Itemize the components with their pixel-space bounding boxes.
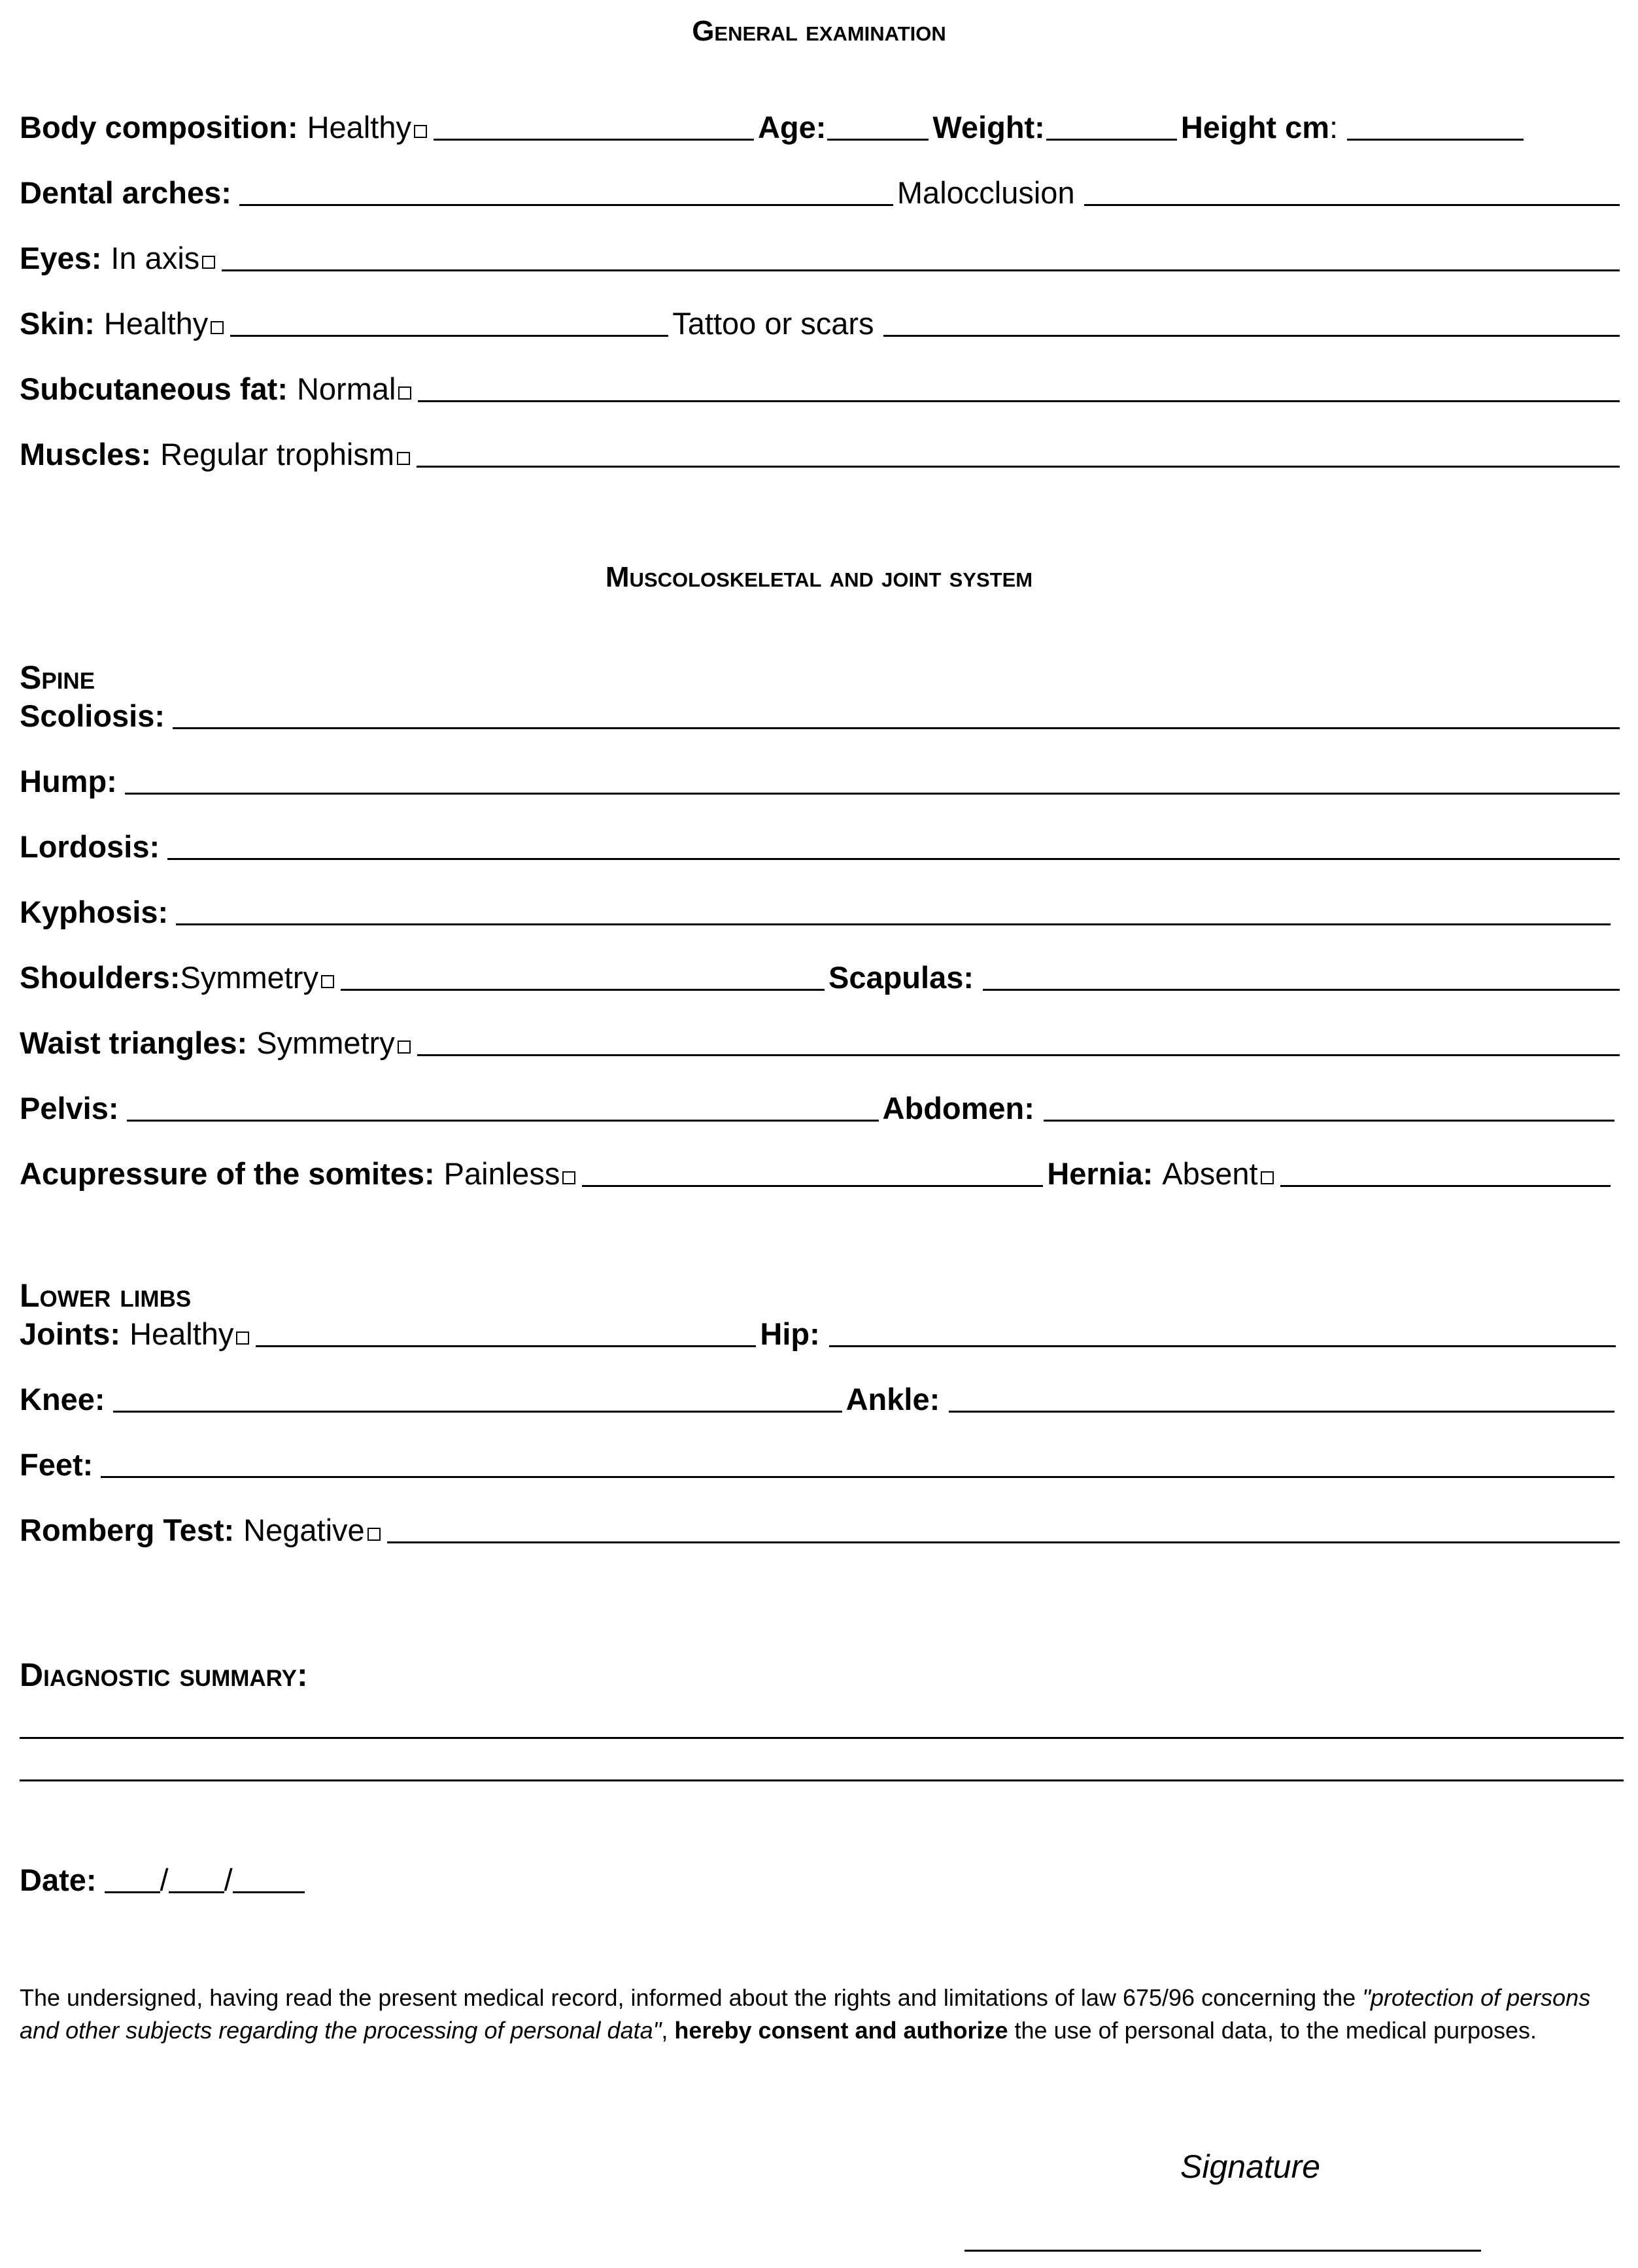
diagnostic-summary-line-2[interactable] xyxy=(20,1779,1624,1781)
dental-arches-label: Dental arches: xyxy=(20,175,231,210)
consent-paragraph xyxy=(20,1982,1612,2047)
hernia-field[interactable] xyxy=(1280,1185,1611,1187)
scoliosis-row xyxy=(20,690,1624,736)
hump-label: Hump: xyxy=(20,764,117,799)
hump-row xyxy=(20,755,1624,801)
date-row xyxy=(20,1854,309,1900)
joints-label: Joints: xyxy=(20,1316,121,1351)
date-separator-1: / xyxy=(160,1863,169,1897)
lordosis-row xyxy=(20,821,1624,867)
date-day-field[interactable] xyxy=(105,1891,160,1893)
hernia-option: Absent xyxy=(1162,1156,1258,1191)
hip-label: Hip: xyxy=(760,1316,820,1351)
waist-triangles-option: Symmetry xyxy=(256,1025,395,1060)
romberg-row xyxy=(20,1504,1624,1550)
romberg-label: Romberg Test: xyxy=(20,1513,235,1547)
diagnostic-summary-heading: Diagnostic summary: xyxy=(20,1657,308,1693)
feet-field[interactable] xyxy=(101,1476,1614,1478)
muscles-field[interactable] xyxy=(417,466,1620,468)
signature-label: Signature xyxy=(1180,2148,1321,2185)
skin-row xyxy=(20,298,1624,343)
abdomen-label: Abdomen: xyxy=(882,1091,1034,1125)
age-field[interactable] xyxy=(827,139,929,141)
muscles-row xyxy=(20,428,1624,474)
romberg-negative-checkbox[interactable] xyxy=(367,1528,381,1541)
joints-row xyxy=(20,1308,1624,1354)
skin-healthy-checkbox[interactable] xyxy=(211,321,224,334)
body-composition-field[interactable] xyxy=(434,139,754,141)
knee-row xyxy=(20,1373,1624,1419)
skin-field[interactable] xyxy=(230,335,668,337)
shoulders-row xyxy=(20,952,1624,997)
tattoo-label: Tattoo or scars xyxy=(672,306,874,341)
height-colon: : xyxy=(1329,110,1339,145)
kyphosis-row xyxy=(20,886,1624,932)
scapulas-field[interactable] xyxy=(983,989,1620,991)
subcutaneous-fat-label: Subcutaneous fat: xyxy=(20,371,288,406)
weight-field[interactable] xyxy=(1046,139,1177,141)
general-examination-title: General examination xyxy=(692,15,946,47)
subcutaneous-fat-option: Normal xyxy=(296,371,396,406)
eyes-field[interactable] xyxy=(222,269,1620,271)
subcutaneous-fat-normal-checkbox[interactable] xyxy=(398,387,411,400)
consent-text-3: the use of personal data, to the medical purposes. xyxy=(1008,2017,1537,2044)
signature-line[interactable] xyxy=(964,2250,1481,2252)
kyphosis-field[interactable] xyxy=(176,923,1611,925)
body-composition-row xyxy=(20,101,1624,147)
waist-triangles-label: Waist triangles: xyxy=(20,1025,248,1060)
ankle-label: Ankle: xyxy=(845,1382,940,1417)
romberg-field[interactable] xyxy=(387,1541,1620,1543)
body-composition-healthy-checkbox[interactable] xyxy=(414,125,427,138)
acupressure-label: Acupressure of the somites: xyxy=(20,1156,435,1191)
acupressure-field[interactable] xyxy=(582,1185,1043,1187)
date-label: Date: xyxy=(20,1863,97,1897)
eyes-in-axis-checkbox[interactable] xyxy=(202,256,215,269)
acupressure-option: Painless xyxy=(443,1156,560,1191)
muscles-option: Regular trophism xyxy=(160,437,395,472)
ankle-field[interactable] xyxy=(949,1411,1614,1413)
tattoo-field[interactable] xyxy=(883,335,1620,337)
lordosis-label: Lordosis: xyxy=(20,829,160,864)
waist-triangles-row xyxy=(20,1017,1624,1063)
hip-field[interactable] xyxy=(829,1345,1616,1347)
shoulders-field[interactable] xyxy=(341,989,825,991)
malocclusion-field[interactable] xyxy=(1084,204,1620,206)
weight-label: Weight: xyxy=(932,110,1045,145)
height-label: Height cm xyxy=(1180,110,1330,145)
malocclusion-label: Malocclusion xyxy=(896,175,1075,210)
hernia-label: Hernia: xyxy=(1047,1156,1153,1191)
lower-limbs-heading: Lower limbs xyxy=(20,1277,192,1314)
kyphosis-label: Kyphosis: xyxy=(20,895,169,929)
joints-field[interactable] xyxy=(256,1345,756,1347)
scoliosis-field[interactable] xyxy=(173,727,1620,729)
subcutaneous-fat-field[interactable] xyxy=(418,400,1620,402)
hernia-absent-checkbox[interactable] xyxy=(1261,1171,1274,1184)
subcutaneous-fat-row xyxy=(20,363,1624,409)
acupressure-row xyxy=(20,1148,1624,1194)
consent-text-2: , xyxy=(661,2017,675,2044)
hump-field[interactable] xyxy=(125,793,1620,795)
muscles-label: Muscles: xyxy=(20,437,152,472)
pelvis-label: Pelvis: xyxy=(20,1091,119,1125)
feet-label: Feet: xyxy=(20,1447,94,1482)
pelvis-row xyxy=(20,1082,1624,1128)
spine-heading: Spine xyxy=(20,659,95,696)
joints-option: Healthy xyxy=(129,1316,234,1351)
consent-text-1: The undersigned, having read the present medical record, informed about the rights and limitations of law 675/96 concerning the xyxy=(20,1984,1363,2011)
eyes-option: In axis xyxy=(111,241,200,275)
diagnostic-summary-line-1[interactable] xyxy=(20,1737,1624,1739)
knee-label: Knee: xyxy=(20,1382,105,1417)
skin-option: Healthy xyxy=(103,306,209,341)
body-composition-label: Body composition: xyxy=(20,110,298,145)
scapulas-label: Scapulas: xyxy=(828,960,974,995)
knee-field[interactable] xyxy=(113,1411,842,1413)
body-composition-option: Healthy xyxy=(307,110,411,145)
musculoskeletal-title: Muscoloskeletal and joint system xyxy=(605,561,1033,593)
lordosis-field[interactable] xyxy=(167,858,1620,860)
feet-row xyxy=(20,1439,1624,1485)
abdomen-field[interactable] xyxy=(1044,1120,1614,1122)
date-year-field[interactable] xyxy=(233,1891,305,1893)
muscles-regular-trophism-checkbox[interactable] xyxy=(397,452,410,465)
shoulders-symmetry-checkbox[interactable] xyxy=(321,975,334,988)
skin-label: Skin: xyxy=(20,306,95,341)
eyes-label: Eyes: xyxy=(20,241,102,275)
waist-triangles-field[interactable] xyxy=(417,1054,1620,1056)
shoulders-label: Shoulders: xyxy=(20,960,180,995)
age-label: Age: xyxy=(757,110,827,145)
shoulders-option: Symmetry xyxy=(180,960,318,995)
dental-arches-row xyxy=(20,167,1624,213)
consent-quote: "protection of persons and other subjects regarding the processing of personal data" xyxy=(20,1984,1591,2044)
eyes-row xyxy=(20,232,1624,278)
consent-bold: hereby consent and authorize xyxy=(674,2017,1008,2044)
date-separator-2: / xyxy=(224,1863,233,1897)
romberg-option: Negative xyxy=(243,1513,365,1547)
height-field[interactable] xyxy=(1347,139,1524,141)
pelvis-field[interactable] xyxy=(127,1120,879,1122)
dental-arches-field[interactable] xyxy=(239,204,893,206)
waist-triangles-symmetry-checkbox[interactable] xyxy=(398,1040,411,1054)
scoliosis-label: Scoliosis: xyxy=(20,698,165,733)
date-month-field[interactable] xyxy=(169,1891,224,1893)
acupressure-painless-checkbox[interactable] xyxy=(562,1171,575,1184)
joints-healthy-checkbox[interactable] xyxy=(236,1332,249,1345)
